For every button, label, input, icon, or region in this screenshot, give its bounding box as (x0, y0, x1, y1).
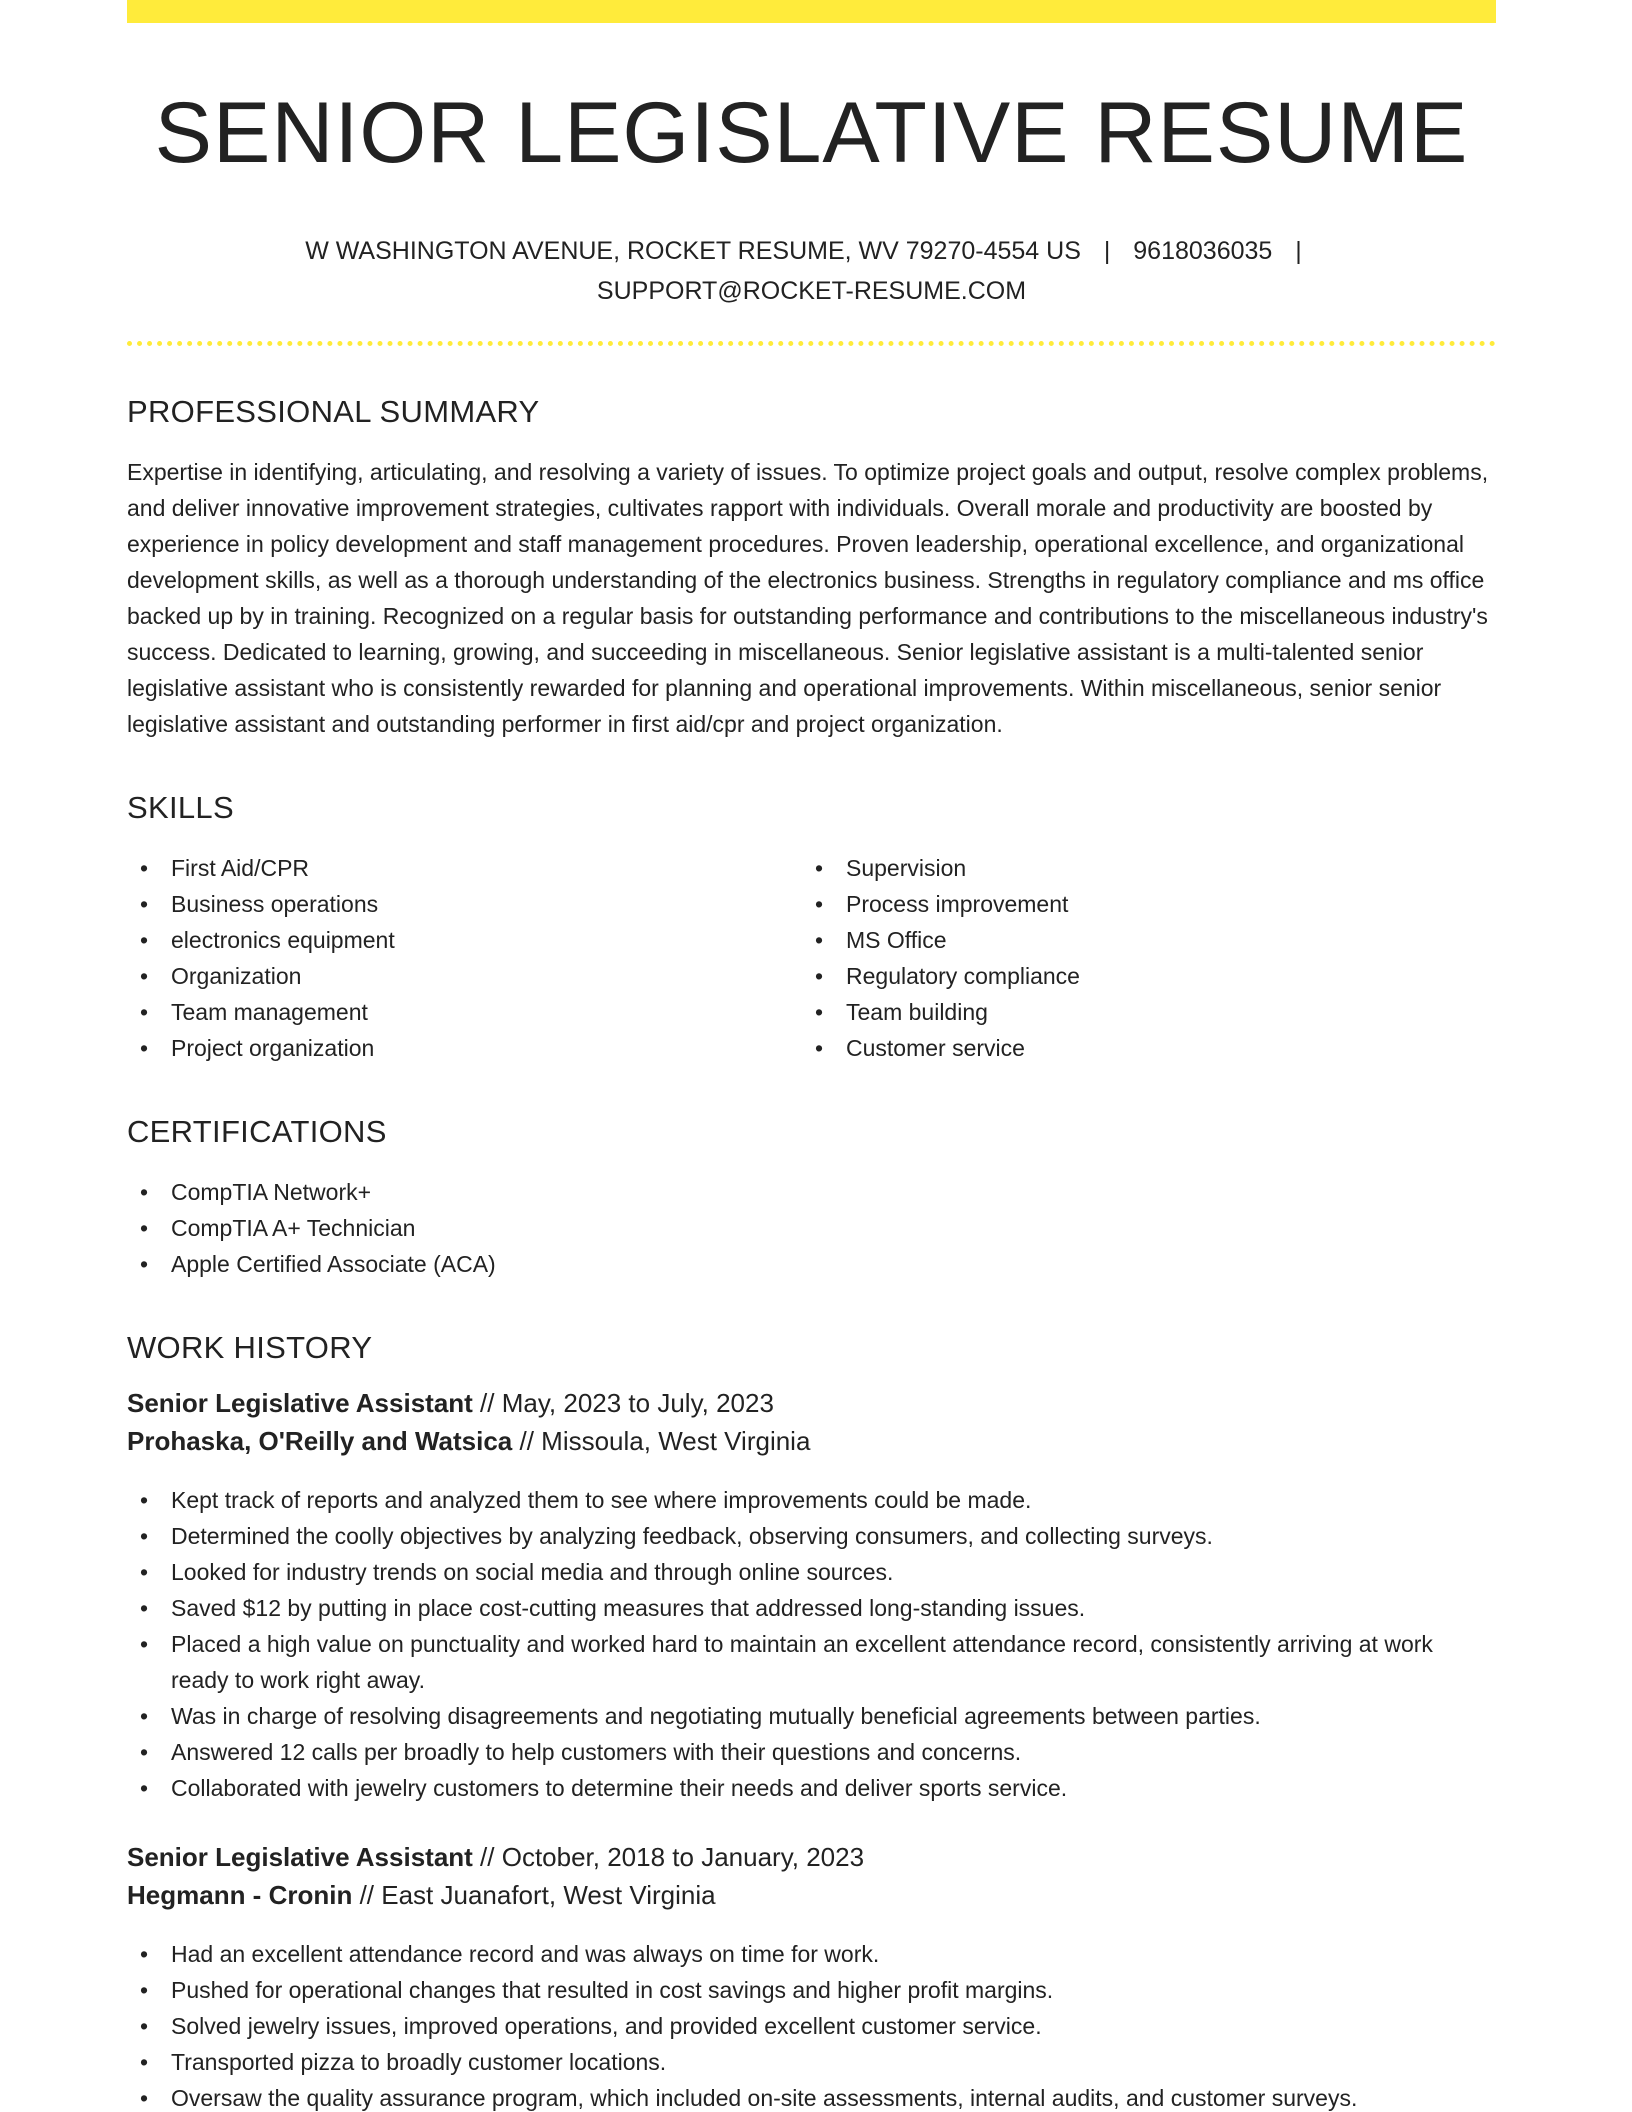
job-entry (127, 1384, 1496, 1806)
skill-item: • MS Office (802, 922, 1477, 958)
skill-item: • Process improvement (802, 886, 1477, 922)
contact-phone: 9618036035 (1133, 237, 1273, 265)
job-location: // East Juanafort, West Virginia (352, 1880, 716, 1910)
job-duty-item: • Had an excellent attendance record and was always on time for work. (127, 1936, 1496, 1972)
certification-item: • CompTIA Network+ (127, 1174, 1496, 1210)
job-dates: // May, 2023 to July, 2023 (472, 1388, 774, 1418)
job-duty-item: • Solved jewelry issues, improved operations, and provided excellent customer service. (127, 2008, 1496, 2044)
skills-list-right (802, 850, 1477, 1066)
certification-item: • CompTIA A+ Technician (127, 1210, 1496, 1246)
job-duty-item: • Answered 12 calls per broadly to help customers with their questions and concerns. (127, 1734, 1496, 1770)
skill-item: • Business operations (127, 886, 802, 922)
skill-item: • First Aid/CPR (127, 850, 802, 886)
certifications-list (127, 1174, 1496, 1282)
job-duty-item: • Determined the coolly objectives by analyzing feedback, observing consumers, and collecting surveys. (127, 1518, 1496, 1554)
certifications-section (127, 1112, 1496, 1282)
job-company: Hegmann - Cronin (127, 1880, 353, 1910)
summary-section (127, 392, 1496, 742)
job-company: Prohaska, O'Reilly and Watsica (127, 1426, 513, 1456)
skill-item: • Organization (127, 958, 802, 994)
contact-address: W WASHINGTON AVENUE, ROCKET RESUME, WV 79270-4554 US (305, 237, 1081, 265)
job-duty-item: • Kept track of reports and analyzed them to see where improvements could be made. (127, 1482, 1496, 1518)
skill-item: • Regulatory compliance (802, 958, 1477, 994)
accent-top-bar (127, 0, 1496, 23)
skills-heading: SKILLS (127, 790, 234, 825)
job-duty-item: • Collaborated with jewelry customers to determine their needs and deliver sports service. (127, 1770, 1496, 1806)
skill-item: • Team management (127, 994, 802, 1030)
contact-line-2 (127, 271, 1496, 311)
job-duties-list (127, 1482, 1496, 1806)
job-duty-item: • Looked for industry trends on social media and through online sources. (127, 1554, 1496, 1590)
summary-heading: PROFESSIONAL SUMMARY (127, 394, 540, 429)
job-title: Senior Legislative Assistant (127, 1388, 473, 1418)
job-title-line (127, 1384, 1496, 1422)
skill-item: • Supervision (802, 850, 1477, 886)
contact-separator: | (1295, 237, 1302, 265)
skills-list-left (127, 850, 802, 1066)
dotted-divider (127, 341, 1496, 346)
job-dates: // October, 2018 to January, 2023 (472, 1842, 865, 1872)
skill-item: • Team building (802, 994, 1477, 1030)
job-duty-item: • Was in charge of resolving disagreements and negotiating mutually beneficial agreements between parties. (127, 1698, 1496, 1734)
resume-content (127, 23, 1496, 2112)
job-duty-item: • Saved $12 by putting in place cost-cutting measures that addressed long-standing issues. (127, 1590, 1496, 1626)
certification-item: • Apple Certified Associate (ACA) (127, 1246, 1496, 1282)
certifications-heading: CERTIFICATIONS (127, 1114, 387, 1149)
job-duty-item: • Pushed for operational changes that resulted in cost savings and higher profit margins. (127, 1972, 1496, 2008)
job-company-line (127, 1422, 1496, 1460)
work-history-heading: WORK HISTORY (127, 1330, 373, 1365)
job-duties-list (127, 1936, 1496, 2112)
work-history-section (127, 1328, 1496, 2112)
job-duty-item: • Placed a high value on punctuality and worked hard to maintain an excellent attendance record, consistently arriving at work ready to work right away. (127, 1626, 1496, 1698)
skill-item: • electronics equipment (127, 922, 802, 958)
job-title-line (127, 1838, 1496, 1876)
skills-grid (127, 850, 1496, 1066)
summary-text: Expertise in identifying, articulating, and resolving a variety of issues. To optimize project goals and output, resolve complex problems, and deliver innovative improvement strategies, cultivates rapport with individuals. Overall morale and productivity are boosted by experience in policy development and staff management procedures. Proven leadership, operational excellence, and organizational development skills, as well as a thorough understanding of the electronics business. Strengths in regulatory compliance and ms office backed up by in training. Recognized on a regular basis for outstanding performance and contributions to the miscellaneous industry's success. Dedicated to learning, growing, and succeeding in miscellaneous. Senior legislative assistant is a multi-talented senior legislative assistant who is consistently rewarded for planning and operational improvements. Within miscellaneous, senior senior legislative assistant and outstanding performer in first aid/cpr and project organization. (127, 459, 1489, 737)
skill-item: • Project organization (127, 1030, 802, 1066)
job-entry (127, 1838, 1496, 2112)
resume-title: SENIOR LEGISLATIVE RESUME (154, 85, 1469, 181)
contact-separator: | (1103, 237, 1111, 265)
job-company-line (127, 1876, 1496, 1914)
job-location: // Missoula, West Virginia (512, 1426, 811, 1456)
contact-line-1 (127, 231, 1496, 271)
job-title: Senior Legislative Assistant (127, 1842, 473, 1872)
skill-item: • Customer service (802, 1030, 1477, 1066)
job-duty-item: • Oversaw the quality assurance program, which included on-site assessments, internal audits, and customer surveys. (127, 2080, 1496, 2112)
contact-block (127, 231, 1496, 311)
skills-section (127, 788, 1496, 1066)
contact-email[interactable]: SUPPORT@ROCKET-RESUME.COM (596, 277, 1027, 305)
job-duty-item: • Transported pizza to broadly customer locations. (127, 2044, 1496, 2080)
